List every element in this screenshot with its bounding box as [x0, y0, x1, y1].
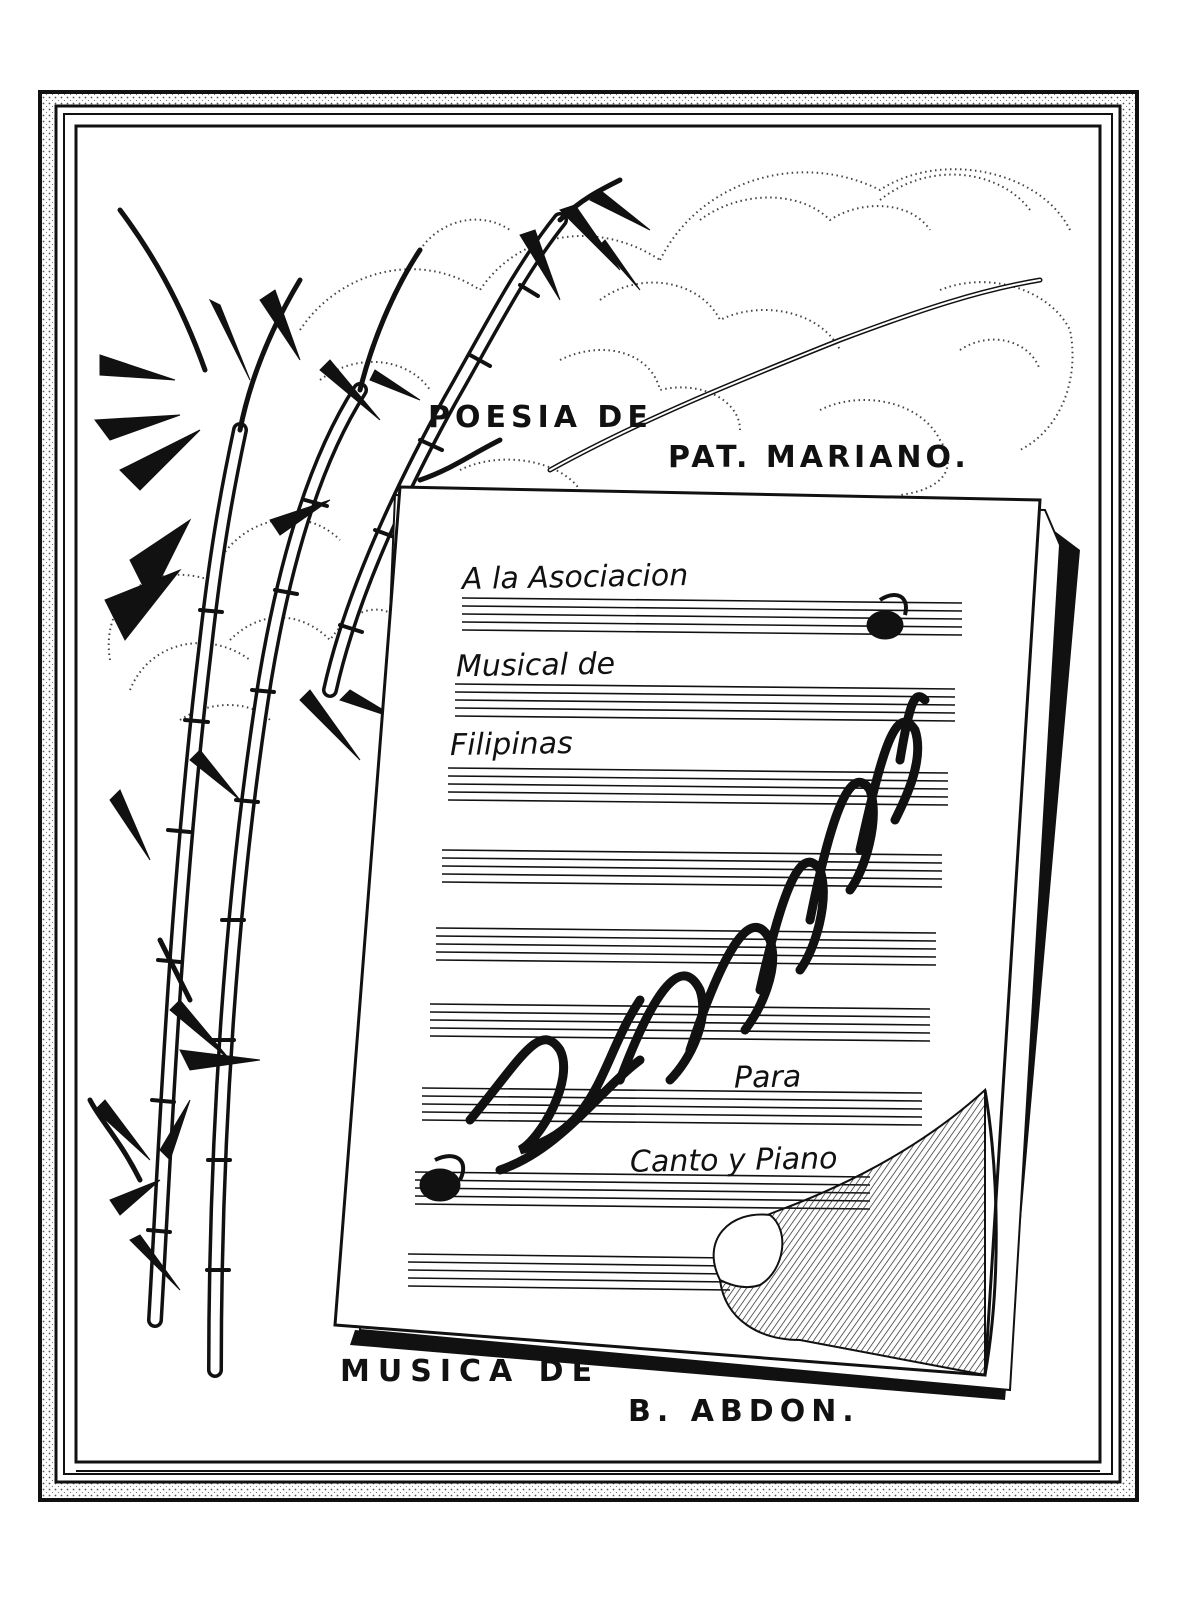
poet-name: PAT. MARIANO.	[668, 440, 970, 475]
border-rule	[76, 1470, 1100, 1472]
dedication-line-1: A la Asociacion	[461, 558, 689, 597]
arrangement-line-1: Para	[733, 1059, 802, 1096]
dedication-line-3: Filipinas	[449, 725, 573, 764]
poetry-credit: POESIA DE	[428, 400, 653, 435]
composer-name: B. ABDON.	[628, 1394, 860, 1429]
dedication-line-2: Musical de	[455, 646, 616, 685]
music-credit: MUSICA DE	[340, 1354, 601, 1389]
arrangement-line-2: Canto y Piano	[629, 1141, 838, 1180]
